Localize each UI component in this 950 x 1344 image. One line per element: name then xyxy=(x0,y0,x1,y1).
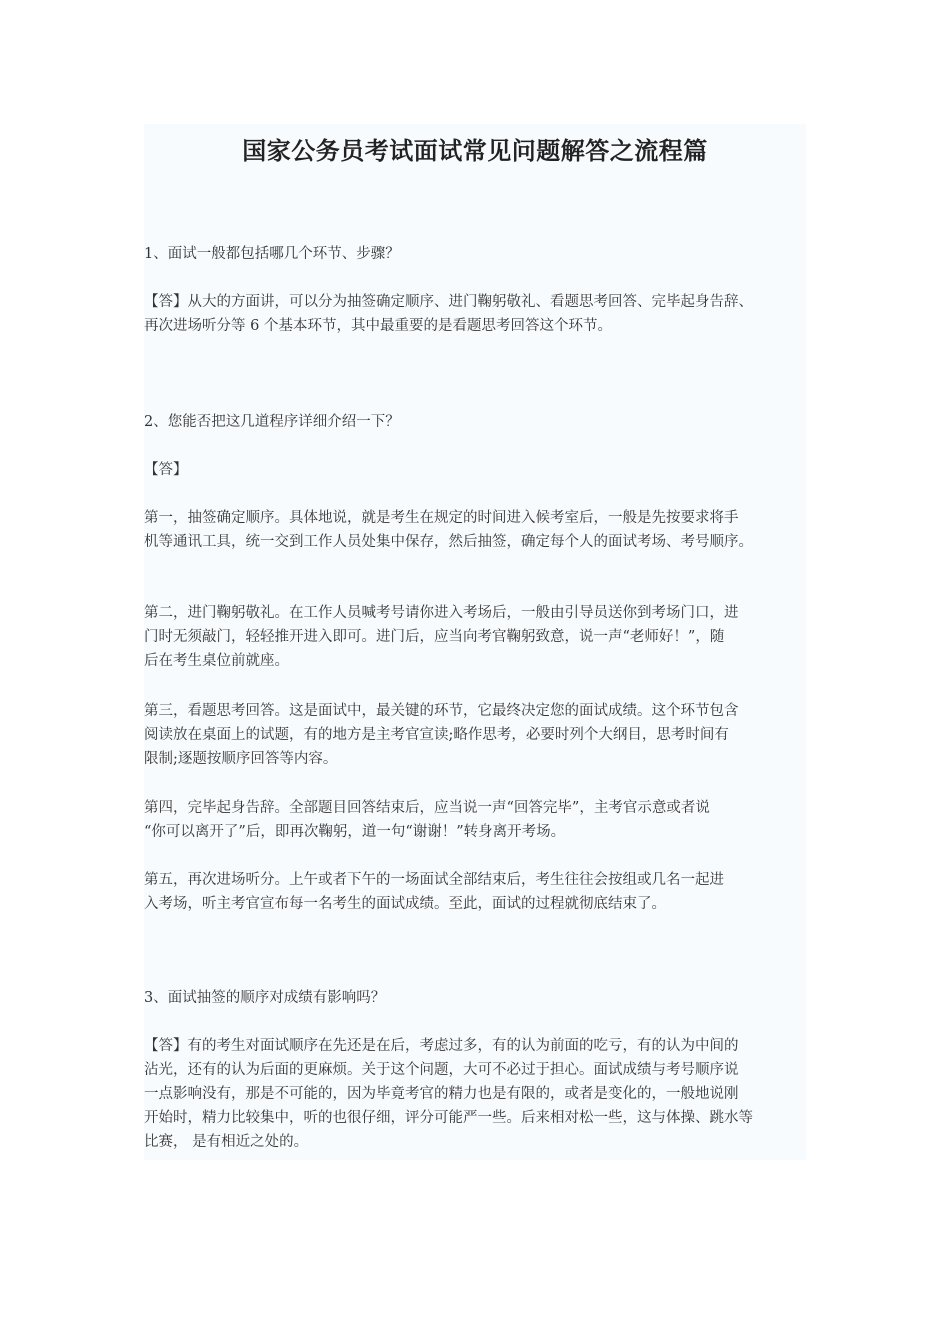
question-2-text: 2、您能否把这几道程序详细介绍一下？ xyxy=(144,414,400,430)
answer-3 xyxy=(144,1034,806,1154)
answer-1-line: 再次进场听分等 6 个基本环节，其中最重要的是看题思考回答这个环节。 xyxy=(144,318,612,334)
answer-3-line: 沾光，还有的认为后面的更麻烦。关于这个问题，大可不必过于担心。面试成绩与考号顺序说 xyxy=(144,1062,739,1078)
step-1-line: 第一，抽签确定顺序。具体地说，就是考生在规定的时间进入候考室后，一般是先按要求将手 xyxy=(144,510,739,526)
document-title: 国家公务员考试面试常见问题解答之流程篇 xyxy=(242,136,708,165)
document-content xyxy=(144,124,806,1160)
answer-3-line: 开始时，精力比较集中，听的也很仔细，评分可能严一些。后来相对松一些，这与体操、跳水等 xyxy=(144,1110,753,1126)
step-4 xyxy=(144,796,806,844)
step-4-line: “你可以离开了”后，即再次鞠躬，道一句“谢谢！”转身离开考场。 xyxy=(144,824,566,840)
question-3 xyxy=(144,986,806,1010)
step-2-line: 后在考生桌位前就座。 xyxy=(144,653,289,669)
step-1-line: 机等通讯工具，统一交到工作人员处集中保存，然后抽签，确定每个人的面试考场、考号顺序。 xyxy=(144,534,753,550)
step-5-line: 入考场，听主考官宣布每一名考生的面试成绩。至此，面试的过程就彻底结束了。 xyxy=(144,896,666,912)
step-4-line: 第四，完毕起身告辞。全部题目回答结束后，应当说一声“回答完毕”，主考官示意或者说 xyxy=(144,800,710,816)
question-2 xyxy=(144,410,806,434)
step-3-line: 第三，看题思考回答。这是面试中，最关键的环节，它最终决定您的面试成绩。这个环节包含 xyxy=(144,703,739,719)
step-3-line: 限制;逐题按顺序回答等内容。 xyxy=(144,751,338,767)
answer-1 xyxy=(144,290,806,338)
step-3 xyxy=(144,699,806,771)
answer-1-line: 【答】从大的方面讲，可以分为抽签确定顺序、进门鞠躬敬礼、看题思考回答、完毕起身告辞、 xyxy=(144,294,753,310)
step-1 xyxy=(144,506,806,554)
step-2 xyxy=(144,601,806,673)
answer-3-line: 【答】有的考生对面试顺序在先还是在后，考虑过多，有的认为前面的吃亏，有的认为中间的 xyxy=(144,1038,739,1054)
step-5 xyxy=(144,868,806,916)
question-1-text: 1、面试一般都包括哪几个环节、步骤？ xyxy=(144,246,400,262)
question-1 xyxy=(144,242,806,266)
step-2-line: 第二，进门鞠躬敬礼。在工作人员喊考号请你进入考场后，一般由引导员送你到考场门口，进 xyxy=(144,605,739,621)
step-5-line: 第五，再次进场听分。上午或者下午的一场面试全部结束后，考生往往会按组或几名一起进 xyxy=(144,872,724,888)
answer-2-label xyxy=(144,458,806,482)
answer-2-label-text: 【答】 xyxy=(144,462,188,478)
answer-3-line: 比赛， 是有相近之处的。 xyxy=(144,1134,309,1150)
step-3-line: 阅读放在桌面上的试题，有的地方是主考官宣读;略作思考，必要时列个大纲目，思考时间有 xyxy=(144,727,729,743)
answer-3-line: 一点影响没有，那是不可能的，因为毕竟考官的精力也是有限的，或者是变化的，一般地说刚 xyxy=(144,1086,739,1102)
step-2-line: 门时无须敲门，轻轻推开进入即可。进门后，应当向考官鞠躬致意，说一声“老师好！”，随 xyxy=(144,629,725,645)
question-3-text: 3、面试抽签的顺序对成绩有影响吗？ xyxy=(144,990,386,1006)
